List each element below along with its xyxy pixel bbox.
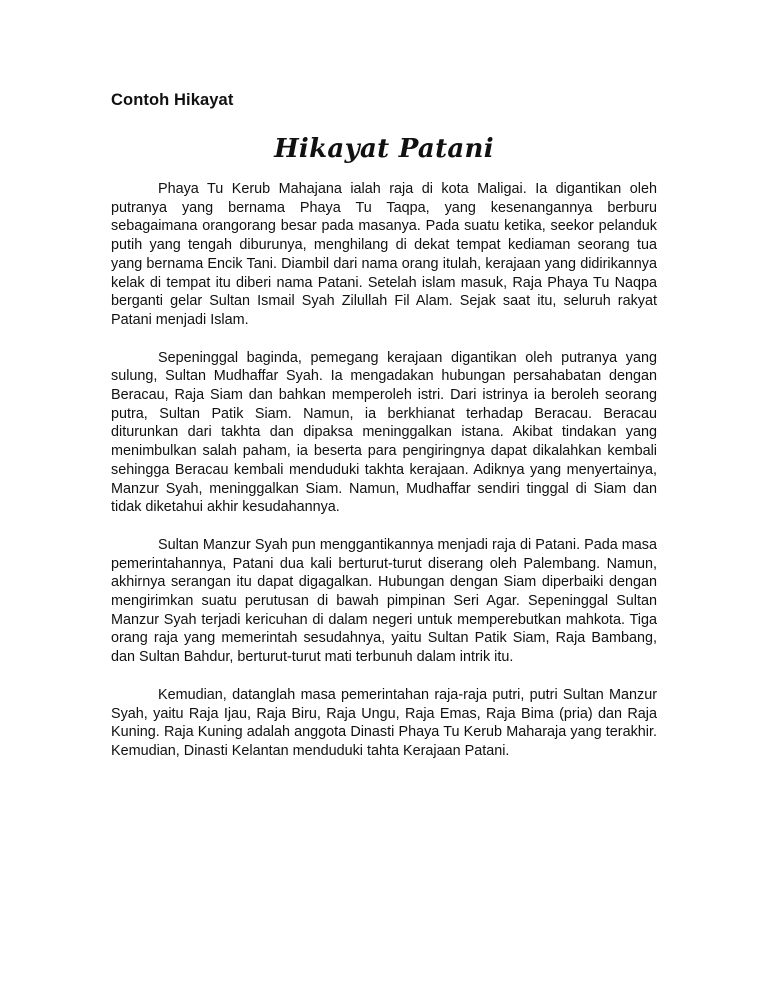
paragraph-2: Sepeninggal baginda, pemegang kerajaan digantikan oleh putranya yang sulung, Sultan Mudhaffar Syah. Ia mengadakan hubungan persahabatan dengan Beracau, Raja Siam dan bahkan memperoleh istri. Dari istrinya ia beroleh seorang putra, Sultan Patik Siam. Namun, ia berkhianat terhadap Beracau. Beracau diturunkan dari takhta dan dipaksa meninggalkan istana. Akibat tindakan yang menimbulkan salah paham, ia beserta para pengiringnya dapat dikalahkan kembali sehingga Beracau kembali menduduki takhta kerajaan. Adiknya yang menyertainya, Manzur Syah, meninggalkan Siam. Namun, Mudhaffar sendiri tinggal di Siam dan tidak diketahui akhir kesudahannya.: [111, 349, 657, 516]
document-body: [111, 180, 657, 780]
paragraph-4: Kemudian, datanglah masa pemerintahan raja-raja putri, putri Sultan Manzur Syah, yaitu Raja Ijau, Raja Biru, Raja Ungu, Raja Emas, Raja Bima (pria) dan Raja Kuning. Raja Kuning adalah anggota Dinasti Phaya Tu Kerub Maharaja yang terakhir. Kemudian, Dinasti Kelantan menduduki tahta Kerajaan Patani.: [111, 686, 657, 759]
paragraph-1: Phaya Tu Kerub Mahajana ialah raja di kota Maligai. Ia digantikan oleh putranya yang bernama Phaya Tu Taqpa, yang kesenangannya berburu sebagaimana orangorang besar pada masanya. Pada suatu ketika, seekor pelanduk putih yang tengah diburunya, menghilang di dekat tempat kediaman seorang tua yang bernama Encik Tani. Diambil dari nama orang itulah, kerajaan yang didirikannya kelak di tempat itu diberi nama Patani. Setelah islam masuk, Raja Phaya Tu Naqpa berganti gelar Sultan Ismail Syah Zilullah Fil Alam. Sejak saat itu, seluruh rakyat Patani menjadi Islam.: [111, 181, 657, 328]
paragraph-3: Sultan Manzur Syah pun menggantikannya menjadi raja di Patani. Pada masa pemerintahannya, Patani dua kali berturut-turut diserang oleh Palembang. Namun, akhirnya serangan itu dapat digagalkan. Hubungan dengan Siam diperbaiki dengan mengirimkan suatu perutusan di bawah pimpinan Seri Agar. Sepeninggal Sultan Manzur Syah terjadi kericuhan di dalam negeri untuk memperebutkan mahkota. Tiga orang raja yang memerintah sesudahnya, yaitu Sultan Patik Siam, Raja Bambang, dan Sultan Bahdur, berturut-turut mati terbunuh dalam intrik itu.: [111, 536, 657, 666]
document-title: Hikayat Patani: [274, 134, 494, 164]
document-heading: Contoh Hikayat: [111, 91, 234, 109]
